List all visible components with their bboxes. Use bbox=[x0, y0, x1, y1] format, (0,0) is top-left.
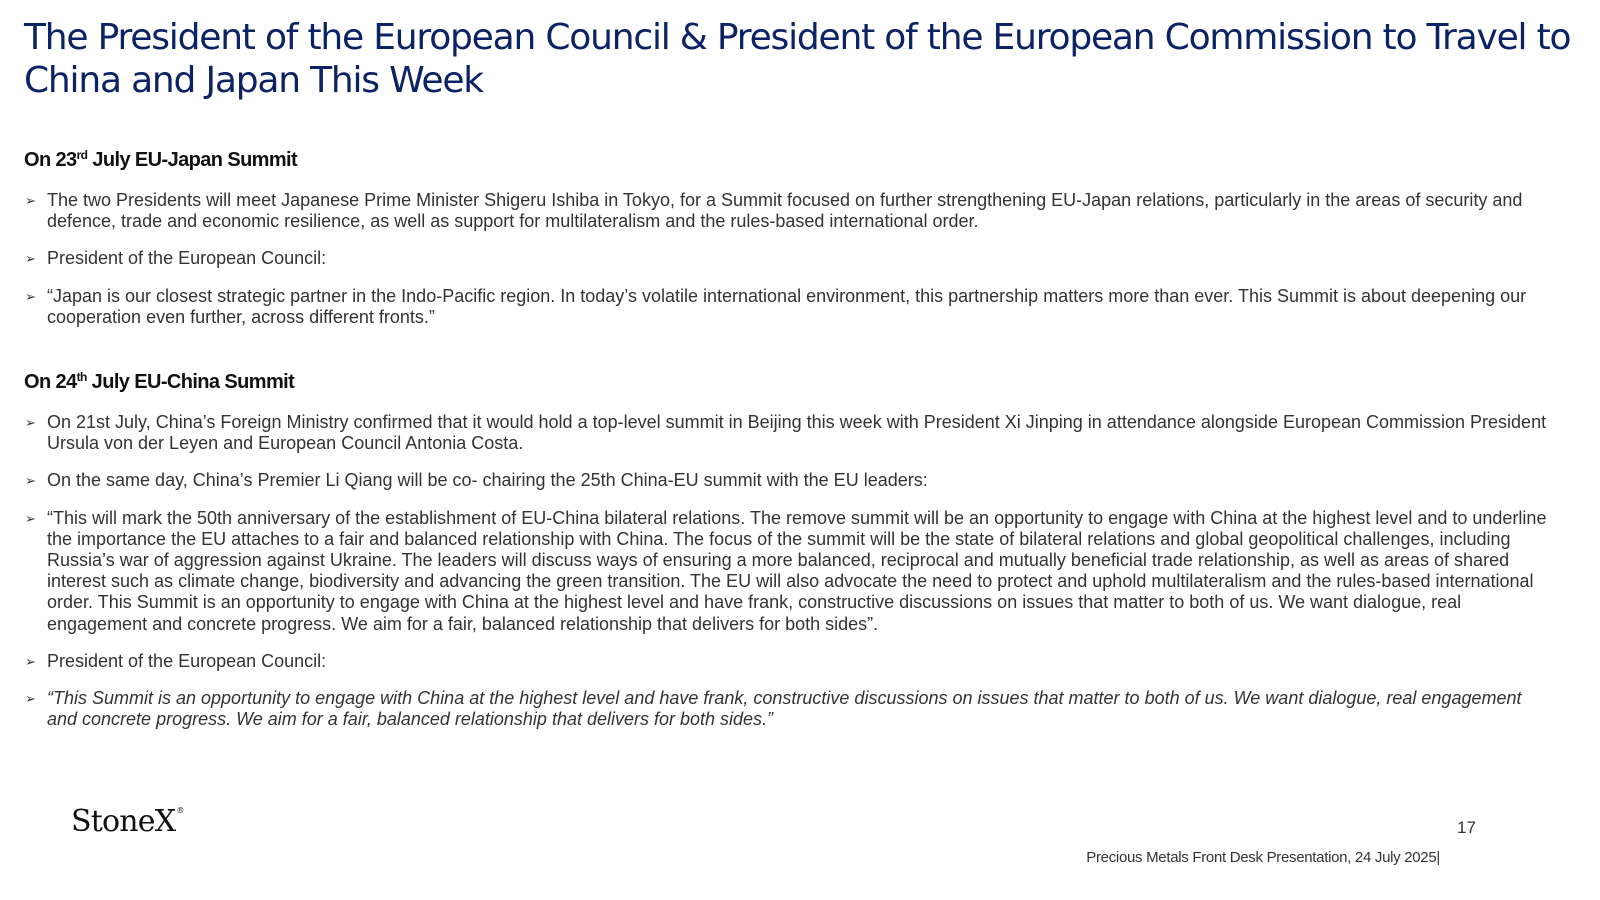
list-item: ➢ President of the European Council: bbox=[25, 248, 327, 269]
page-number: 17 bbox=[1457, 818, 1476, 837]
registered-mark: ® bbox=[176, 806, 184, 815]
arrow-bullet-icon: ➢ bbox=[25, 473, 36, 489]
list-item: ➢ On the same day, China’s Premier Li Qiang will be co- chairing the 25th China-EU summit with the EU leaders: bbox=[25, 470, 928, 491]
arrow-bullet-icon: ➢ bbox=[25, 653, 36, 669]
bullet-list-eu-china bbox=[24, 412, 1554, 730]
arrow-bullet-icon: ➢ bbox=[25, 288, 36, 304]
slide-title: The President of the European Council & President of the European Commission to Travel to China and Japan This Week bbox=[24, 17, 1571, 101]
section-heading-eu-china: On 24th July EU-China Summit bbox=[24, 370, 295, 393]
list-item: ➢ The two Presidents will meet Japanese Prime Minister Shigeru Ishiba in Tokyo, for a Summit focused on further strengthening EU-Japan relations, particularly in the areas of security and defence, trade and economic resilience, as well as support for multilateralism and the rules-based international order. bbox=[25, 190, 1523, 232]
section-heading-eu-japan: On 23rd July EU-Japan Summit bbox=[24, 148, 298, 171]
bullet-list-eu-japan bbox=[24, 190, 1554, 328]
list-item: ➢ “Japan is our closest strategic partner in the Indo-Pacific region. In today’s volatile international environment, this partnership matters more than ever. This Summit is about deepening our cooperation even further, across different fronts.” bbox=[25, 285, 1527, 327]
section-eu-china bbox=[24, 370, 1554, 746]
stonex-logo: StoneX® bbox=[71, 804, 184, 839]
list-item: ➢ President of the European Council: bbox=[25, 650, 327, 671]
list-item: ➢ “This will mark the 50th anniversary of the establishment of EU-China bilateral relations. The remove summit will be an opportunity to engage with China at the highest level and to underline the importance the EU attaches to a fair and balanced relationship with China. The focus of the summit will be the state of bilateral relations and global geopolitical challenges, including Russia’s war of aggression against Ukraine. The leaders will discuss ways of ensuring a more balanced, reciprocal and mutually beneficial trade relationship, as well as areas of shared interest such as climate change, biodiversity and advancing the green transition. The EU will also advocate the need to protect and uphold multilateralism and the rules-based international order. This Summit is an opportunity to engage with China at the highest level and have frank, constructive discussions on issues that matter to both of us. We want dialogue, real engagement and concrete progress. We aim for a fair, balanced relationship that delivers for both sides”. bbox=[25, 507, 1547, 634]
arrow-bullet-icon: ➢ bbox=[25, 193, 36, 208]
arrow-bullet-icon: ➢ bbox=[25, 510, 36, 526]
list-item: ➢ On 21st July, China’s Foreign Ministry confirmed that it would hold a top-level summit in Beijing this week with President Xi Jinping in attendance alongside European Commission President Ursula von der Leyen and European Council Antonia Costa. bbox=[25, 412, 1547, 454]
list-item: ➢ “This Summit is an opportunity to engage with China at the highest level and have frank, constructive discussions on issues that matter to both of us. We want dialogue, real engagement and concrete progress. We aim for a fair, balanced relationship that delivers for both sides.” bbox=[25, 688, 1522, 730]
footer-text: Precious Metals Front Desk Presentation, 24 July 2025| bbox=[1086, 849, 1440, 866]
arrow-bullet-icon: ➢ bbox=[25, 251, 36, 267]
arrow-bullet-icon: ➢ bbox=[25, 415, 36, 430]
arrow-bullet-icon: ➢ bbox=[25, 691, 36, 707]
section-eu-japan bbox=[24, 148, 1554, 344]
